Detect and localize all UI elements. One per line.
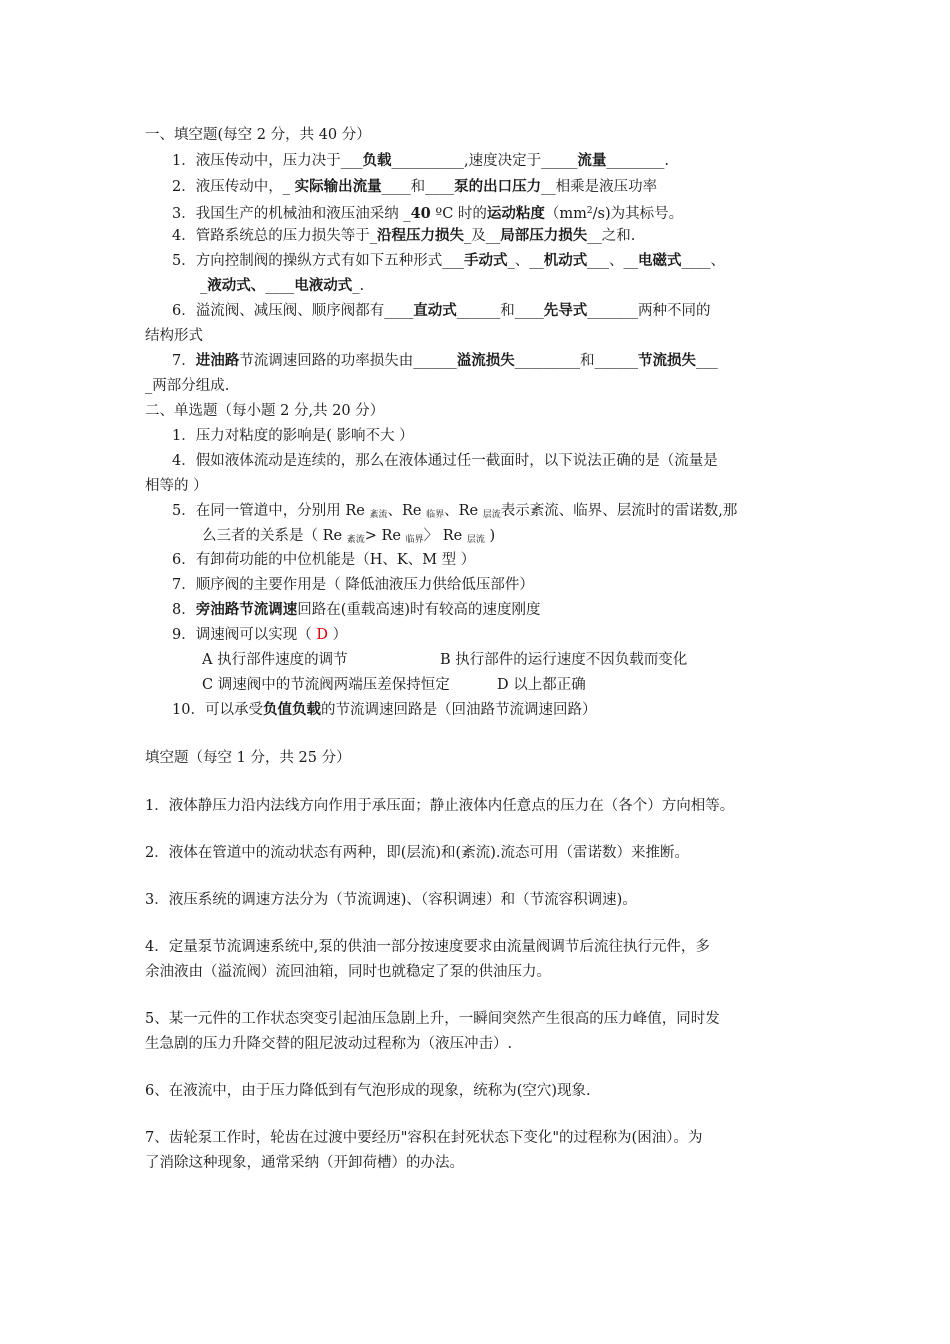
question-2-8: 8．旁油路节流调速回路在(重载高速)时有较高的速度刚度 (172, 601, 541, 618)
question-1-6: 6．溢流阀、减压阀、顺序阀都有____直动式______和____先导式_______两种不同的 (172, 302, 711, 319)
question-1-4: 4．管路系统总的压力损失等于_沿程压力损失_及__局部压力损失__之和. (172, 227, 636, 244)
question-2-7: 7．顺序阀的主要作用是（ 降低油液压力供给低压部件） (172, 577, 534, 593)
question-2-6: 6．有卸荷功能的中位机能是（H、K、M 型 ） (172, 552, 476, 568)
question-2-4-cont: 相等的 ） (145, 478, 208, 494)
section-heading-single-choice: 二、单选题（每小题 2 分,共 20 分） (145, 403, 385, 419)
paragraph-2: 2．液体在管道中的流动状态有两种，即(层流)和(紊流).流态可用（雷诺数）来推断。 (145, 845, 689, 861)
paragraph-6: 6、在液流中，由于压力降低到有气泡形成的现象，统称为(空穴)现象. (145, 1083, 591, 1099)
paragraph-1: 1．液体静压力沿内法线方向作用于承压面；静止液体内任意点的压力在（各个）方向相等。 (145, 798, 735, 814)
section-heading-fill-blank-2: 填空题（每空 1 分，共 25 分） (145, 750, 351, 766)
answer-mark: D (316, 627, 328, 643)
paragraph-7-line-1: 7、齿轮泵工作时，轮齿在过渡中要经历"容积在封死状态下变化"的过程称为(困油）。为 (145, 1130, 703, 1146)
question-2-5: 5．在同一管道中，分别用 Re $_{紊流}$、Re $_{临界}$、Re $_{层流}$表示紊流、临界、层流时的雷诺数,那 (172, 503, 738, 520)
paragraph-5-line-1: 5、某一元件的工作状态突变引起油压急剧上升，一瞬间突然产生很高的压力峰值，同时发 (145, 1011, 720, 1027)
question-1-6-cont: 结构形式 (145, 328, 203, 344)
question-1-7: 7．进油路节流调速回路的功率损失由______溢流损失_________和______节流损失___ (172, 352, 718, 369)
paragraph-3: 3．液压系统的调速方法分为（节流调速)、（容积调速）和（节流容积调速)。 (145, 892, 637, 908)
paragraph-5-line-2: 生急剧的压力升降交替的阻尼波动过程称为（液压冲击）. (145, 1036, 513, 1052)
question-2-5-cont: 么三者的关系是（ Re $_{紊流}$> Re $_{临界}$〉 Re $_{层流}$ ) (202, 528, 496, 545)
paragraph-4-line-1: 4．定量泵节流调速系统中,泵的供油一部分按速度要求由流量阀调节后流往执行元件，多 (145, 939, 710, 955)
question-1-5-cont: _液动式、____电液动式_. (200, 277, 365, 294)
question-1-7-cont: _两部分组成. (145, 378, 230, 394)
section-heading-fill-blank: 一、填空题(每空 2 分，共 40 分） (145, 127, 371, 143)
question-2-10: 10．可以承受负值负载的节流调速回路是（回油路节流调速回路） (172, 701, 597, 718)
question-2-9: 9．调速阀可以实现（ D ） (172, 627, 348, 643)
question-1-5: 5．方向控制阀的操纵方式有如下五种形式___手动式_、__机动式___、__电磁式____、 (172, 252, 725, 269)
option-c: C 调速阀中的节流阀两端压差保持恒定 (202, 677, 450, 693)
question-1-3: 3．我国生产的机械油和液压油采纳 _40 ºC 时的运动粘度$(mm^2/s)$为其标号。 (172, 205, 684, 222)
option-a: A 执行部件速度的调节 (202, 652, 348, 668)
paragraph-7-line-2: 了消除这种现象，通常采纳（开卸荷槽）的办法。 (145, 1155, 464, 1171)
paragraph-4-line-2: 余油液由（溢流阀）流回油箱，同时也就稳定了泵的供油压力。 (145, 964, 551, 980)
option-b: B 执行部件的运行速度不因负载而变化 (440, 652, 688, 668)
question-1-2: 2．液压传动中，_ 实际输出流量____和____泵的出口压力__相乘是液压功率 (172, 178, 658, 195)
question-2-4: 4．假如液体流动是连续的，那么在液体通过任一截面时，以下说法正确的是（流量是 (172, 453, 718, 469)
question-1-1: 1．液压传动中，压力决于___负载__________,速度决定于_____流量________. (172, 152, 669, 169)
question-2-1: 1．压力对粘度的影响是( 影响不大 ） (172, 428, 414, 444)
option-d: D 以上都正确 (497, 677, 586, 693)
